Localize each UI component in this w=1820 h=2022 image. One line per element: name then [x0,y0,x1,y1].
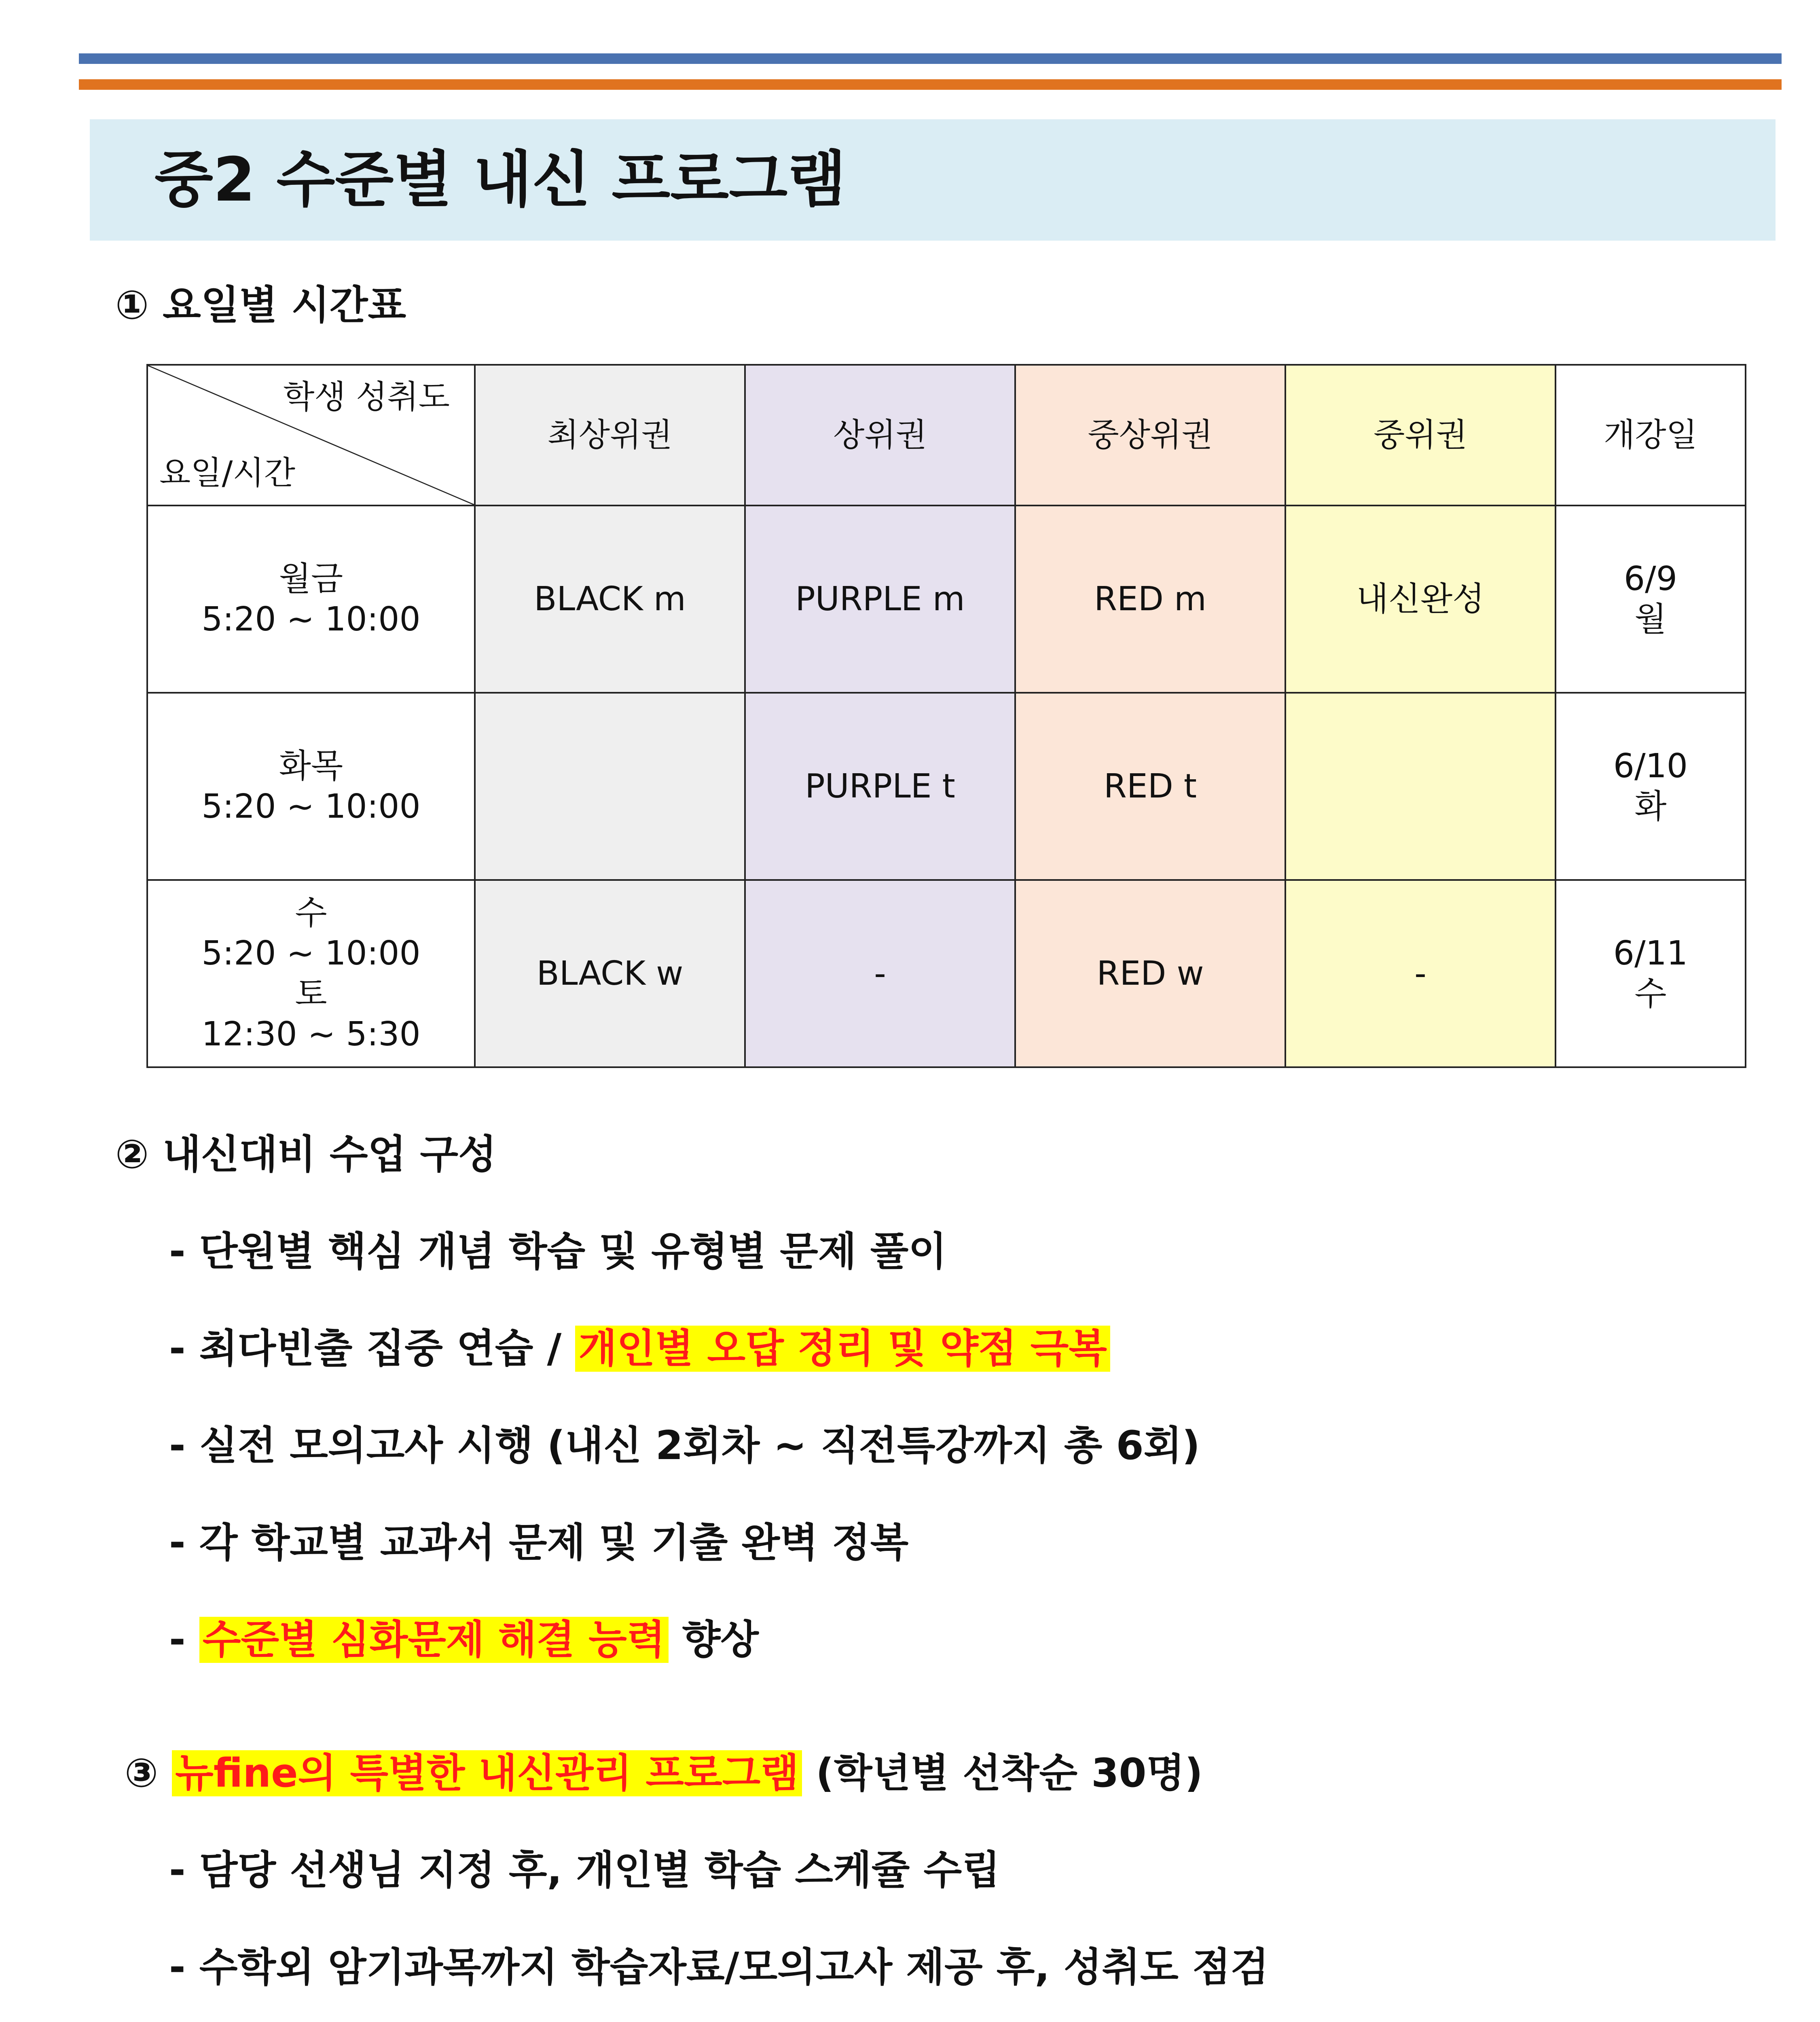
list-item: - 최다빈출 집중 연습 / 개인별 오답 정리 및 약점 극복 [169,1322,1110,1375]
open-date-cell [1555,506,1746,693]
column-header-high: 상위권 [745,365,1015,506]
time-label: 12:30 ~ 5:30 [201,1015,421,1053]
list-item: - 각 학교별 교과서 문제 및 기출 완벽 정복 [169,1520,909,1566]
class-cell: RED w [1015,880,1285,1067]
top-blue-rule [79,53,1782,64]
time-label: 5:20 ~ 10:00 [201,787,421,826]
day-time-cell [147,506,475,693]
class-cell: - [1285,880,1555,1067]
class-cell: BLACK w [475,880,745,1067]
column-header-top: 최상위권 [475,365,745,506]
class-cell: PURPLE m [745,506,1015,693]
open-date: 6/11 [1613,934,1688,973]
class-cell: - [745,880,1015,1067]
corner-bottom-label: 요일/시간 [159,454,296,492]
day-time-cell [147,693,475,880]
day-time-cell [147,880,475,1067]
highlight-text: 수준별 심화문제 해결 능력 [199,1617,669,1663]
corner-top-label: 학생 성취도 [283,378,450,416]
open-date-cell [1555,693,1746,880]
title-band [90,119,1776,241]
open-date: 6/9 [1624,559,1677,598]
class-cell: BLACK m [475,506,745,693]
page-title: 중2 수준별 내신 프로그램 [154,145,847,215]
section1-heading: ① 요일별 시간표 [115,282,406,328]
time-label: 5:20 ~ 10:00 [201,934,421,973]
open-day: 화 [1634,787,1667,826]
day-label: 토 [295,974,327,1013]
class-cell: 내신완성 [1285,506,1555,693]
class-cell [1285,693,1555,880]
highlight-text: 개인별 오답 정리 및 약점 극복 [575,1326,1110,1372]
day-label: 수 [295,893,327,932]
column-header-mid: 중위권 [1285,365,1555,506]
column-header-midhigh: 중상위권 [1015,365,1285,506]
section2-heading: ② 내신대비 수업 구성 [115,1132,497,1178]
open-day: 월 [1634,600,1667,639]
column-header-open-date: 개강일 [1555,365,1746,506]
open-date: 6/10 [1613,747,1688,785]
open-day: 수 [1634,974,1667,1013]
top-orange-rule [79,79,1782,90]
corner-cell [147,365,475,506]
day-label: 월금 [279,559,343,598]
list-item: - 단원별 핵심 개념 학습 및 유형별 문제 풀이 [169,1229,947,1275]
open-date-cell [1555,880,1746,1067]
list-item: - 실전 모의고사 시행 (내신 2회차 ~ 직전특강까지 총 6회) [169,1423,1200,1469]
list-item: - 담당 선생님 지정 후, 개인별 학습 스케쥴 수립 [169,1847,1000,1893]
class-cell: PURPLE t [745,693,1015,880]
table-row [147,693,1746,880]
section3-heading: ③ 뉴fine의 특별한 내신관리 프로그램 (학년별 선착순 30명) [125,1750,1203,1796]
table-row [147,506,1746,693]
class-cell: RED m [1015,506,1285,693]
timetable-header-row [147,365,1746,506]
class-cell: RED t [1015,693,1285,880]
class-cell [475,693,745,880]
table-row [147,880,1746,1067]
timetable [146,364,1746,1068]
time-label: 5:20 ~ 10:00 [201,600,421,639]
list-item: - 수준별 심화문제 해결 능력 향상 [169,1617,759,1663]
highlight-text: 뉴fine의 특별한 내신관리 프로그램 [172,1750,802,1796]
day-label: 화목 [279,747,343,785]
list-item: - 수학외 암기과목까지 학습자료/모의고사 제공 후, 성취도 점검 [169,1944,1269,1990]
